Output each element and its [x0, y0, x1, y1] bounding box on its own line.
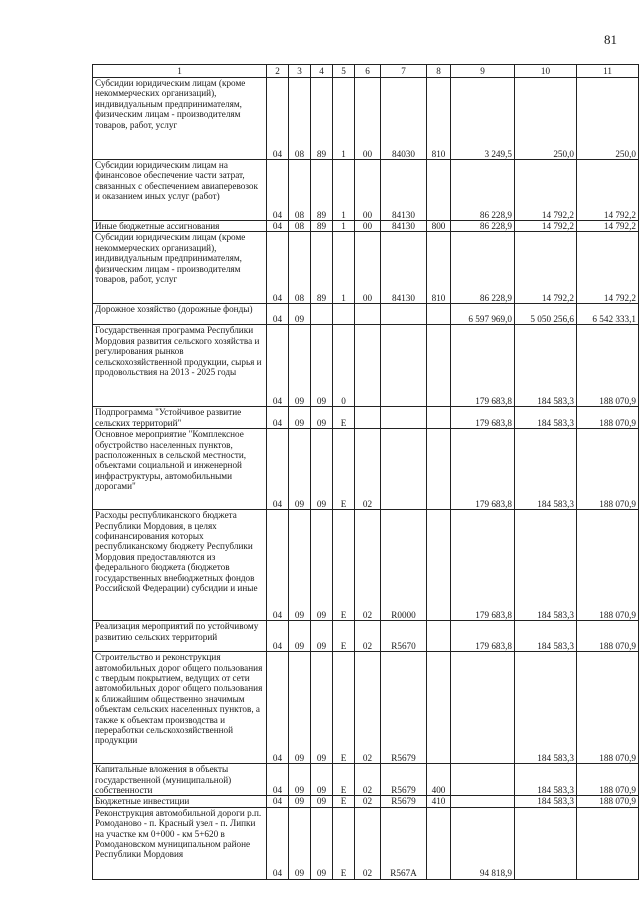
column-header-5: 5 — [333, 65, 355, 78]
cell-c9 — [451, 796, 515, 807]
row-name-cell: Расходы республиканского бюджета Республики Мордовия, в целях софинансирования которых республиканскому бюджету Республики Мордовия предоставляются из федерального бюджета (бюджетов государственных внебюджетных фондов Российской Федерации) субсидии и иные — [93, 510, 267, 621]
cell-c9: 179 683,8 — [451, 325, 515, 407]
cell-c9: 179 683,8 — [451, 510, 515, 621]
row-name-cell: Реконструкция автомобильной дороги р.п. Ромоданово - п. Красный узел - п. Липки на участке км 0+000 - км 5+620 в Ромодановском муниципальном районе Республики Мордовия — [93, 807, 267, 879]
cell-c7: 84130 — [381, 160, 427, 221]
cell-c6: 00 — [355, 221, 381, 232]
cell-c3: 08 — [289, 78, 311, 160]
cell-c11: 250,0 — [577, 78, 639, 160]
cell-c3: 09 — [289, 621, 311, 652]
cell-c11: 14 792,2 — [577, 160, 639, 221]
cell-c2: 04 — [267, 221, 289, 232]
cell-c11: 188 070,9 — [577, 652, 639, 764]
cell-c5: 1 — [333, 78, 355, 160]
cell-c2: 04 — [267, 652, 289, 764]
row-name-cell: Бюджетные инвестиции — [93, 796, 267, 807]
cell-c7: 84130 — [381, 221, 427, 232]
row-name-cell: Капитальные вложения в объекты государственной (муниципальной) собственности — [93, 764, 267, 796]
cell-c7: R5679 — [381, 652, 427, 764]
table-row — [93, 232, 639, 304]
table-row — [93, 652, 639, 764]
cell-c8 — [427, 807, 451, 879]
cell-c11: 188 070,9 — [577, 621, 639, 652]
cell-c8 — [427, 160, 451, 221]
cell-c10: 184 583,3 — [515, 325, 577, 407]
column-header-3: 3 — [289, 65, 311, 78]
cell-c4: 89 — [311, 221, 333, 232]
table-row — [93, 796, 639, 807]
cell-c2: 04 — [267, 796, 289, 807]
cell-c10: 184 583,3 — [515, 407, 577, 429]
cell-c3: 09 — [289, 807, 311, 879]
cell-c5: Е — [333, 796, 355, 807]
table-row — [93, 621, 639, 652]
table-row — [93, 221, 639, 232]
cell-c5: 1 — [333, 221, 355, 232]
cell-c3: 08 — [289, 160, 311, 221]
table-row — [93, 510, 639, 621]
cell-c9 — [451, 764, 515, 796]
row-name-cell: Субсидии юридическим лицам на финансовое обеспечение части затрат, связанных с обеспечением авиаперевозок и оказанием иных услуг (работ) — [93, 160, 267, 221]
cell-c3: 09 — [289, 764, 311, 796]
cell-c10: 184 583,3 — [515, 510, 577, 621]
row-name-cell: Иные бюджетные ассигнования — [93, 221, 267, 232]
column-header-11: 11 — [577, 65, 639, 78]
cell-c2: 04 — [267, 510, 289, 621]
cell-c6 — [355, 304, 381, 325]
cell-c8: 400 — [427, 764, 451, 796]
cell-c9: 86 228,9 — [451, 221, 515, 232]
cell-c8 — [427, 325, 451, 407]
cell-c5: Е — [333, 429, 355, 510]
cell-c11: 188 070,9 — [577, 407, 639, 429]
cell-c9: 6 597 969,0 — [451, 304, 515, 325]
cell-c10: 14 792,2 — [515, 232, 577, 304]
cell-c6: 02 — [355, 807, 381, 879]
cell-c8 — [427, 304, 451, 325]
cell-c4: 89 — [311, 78, 333, 160]
cell-c6 — [355, 407, 381, 429]
cell-c11: 188 070,9 — [577, 510, 639, 621]
cell-c3: 09 — [289, 652, 311, 764]
row-name-cell: Государственная программа Республики Мордовия развития сельского хозяйства и регулирования рынков сельскохозяйственной продукции, сырья и продовольствия на 2013 - 2025 годы — [93, 325, 267, 407]
cell-c11: 14 792,2 — [577, 221, 639, 232]
cell-c10: 184 583,3 — [515, 796, 577, 807]
row-name-cell: Субсидии юридическим лицам (кроме некоммерческих организаций), индивидуальным предпринимателям, физическим лицам - производителям товаров, работ, услуг — [93, 78, 267, 160]
table-body — [93, 78, 639, 880]
cell-c7 — [381, 429, 427, 510]
cell-c6: 00 — [355, 78, 381, 160]
cell-c7 — [381, 325, 427, 407]
cell-c4: 09 — [311, 796, 333, 807]
row-name-cell: Дорожное хозяйство (дорожные фонды) — [93, 304, 267, 325]
cell-c9: 86 228,9 — [451, 232, 515, 304]
cell-c3: 09 — [289, 325, 311, 407]
cell-c6: 02 — [355, 429, 381, 510]
cell-c7: 84130 — [381, 232, 427, 304]
row-name-cell: Субсидии юридическим лицам (кроме некоммерческих организаций), индивидуальным предпринимателям, физическим лицам - производителям товаров, работ, услуг — [93, 232, 267, 304]
cell-c8 — [427, 429, 451, 510]
table-row — [93, 807, 639, 879]
cell-c6 — [355, 325, 381, 407]
cell-c3: 09 — [289, 796, 311, 807]
cell-c9 — [451, 652, 515, 764]
cell-c5: Е — [333, 621, 355, 652]
cell-c8: 800 — [427, 221, 451, 232]
cell-c10: 184 583,3 — [515, 621, 577, 652]
column-header-2: 2 — [267, 65, 289, 78]
cell-c9: 86 228,9 — [451, 160, 515, 221]
cell-c8 — [427, 510, 451, 621]
cell-c7: R567A — [381, 807, 427, 879]
column-header-10: 10 — [515, 65, 577, 78]
cell-c5: Е — [333, 510, 355, 621]
cell-c2: 04 — [267, 621, 289, 652]
cell-c6: 02 — [355, 621, 381, 652]
cell-c2: 04 — [267, 325, 289, 407]
cell-c2: 04 — [267, 764, 289, 796]
cell-c3: 09 — [289, 429, 311, 510]
cell-c8: 410 — [427, 796, 451, 807]
cell-c4: 09 — [311, 807, 333, 879]
cell-c8: 810 — [427, 232, 451, 304]
cell-c4: 09 — [311, 407, 333, 429]
cell-c10: 184 583,3 — [515, 652, 577, 764]
cell-c2: 04 — [267, 429, 289, 510]
cell-c3: 09 — [289, 304, 311, 325]
cell-c3: 09 — [289, 407, 311, 429]
cell-c6: 00 — [355, 160, 381, 221]
cell-c5: 1 — [333, 232, 355, 304]
cell-c4: 09 — [311, 764, 333, 796]
cell-c11: 188 070,9 — [577, 325, 639, 407]
cell-c11: 188 070,9 — [577, 764, 639, 796]
row-name-cell: Реализация мероприятий по устойчивому развитию сельских территорий — [93, 621, 267, 652]
cell-c4: 89 — [311, 232, 333, 304]
column-header-4: 4 — [311, 65, 333, 78]
cell-c2: 04 — [267, 160, 289, 221]
cell-c10: 250,0 — [515, 78, 577, 160]
cell-c4: 89 — [311, 160, 333, 221]
cell-c6: 02 — [355, 764, 381, 796]
budget-table — [92, 64, 639, 880]
cell-c11 — [577, 807, 639, 879]
cell-c10: 14 792,2 — [515, 221, 577, 232]
cell-c5: Е — [333, 807, 355, 879]
cell-c3: 08 — [289, 221, 311, 232]
column-header-6: 6 — [355, 65, 381, 78]
cell-c2: 04 — [267, 807, 289, 879]
cell-c4: 09 — [311, 621, 333, 652]
cell-c10: 5 050 256,6 — [515, 304, 577, 325]
header-row — [93, 65, 639, 78]
table-row — [93, 78, 639, 160]
column-header-7: 7 — [381, 65, 427, 78]
cell-c6: 02 — [355, 796, 381, 807]
cell-c10: 14 792,2 — [515, 160, 577, 221]
row-name-cell: Строительство и реконструкция автомобильных дорог общего пользования с твердым покрытием, ведущих от сети автомобильных дорог общего пользования к ближайшим общественно значимым объектам сельских населенных пунктов, а также к объектам производства и переработки сельскохозяйственной продукции — [93, 652, 267, 764]
cell-c8 — [427, 652, 451, 764]
table-row — [93, 764, 639, 796]
cell-c7 — [381, 304, 427, 325]
cell-c2: 04 — [267, 407, 289, 429]
table-row — [93, 304, 639, 325]
table-row — [93, 160, 639, 221]
cell-c9: 3 249,5 — [451, 78, 515, 160]
cell-c4 — [311, 304, 333, 325]
table-row — [93, 325, 639, 407]
cell-c5 — [333, 304, 355, 325]
cell-c4: 09 — [311, 652, 333, 764]
column-header-1: 1 — [93, 65, 267, 78]
row-name-cell: Подпрограмма "Устойчивое развитие сельских территорий" — [93, 407, 267, 429]
cell-c4: 09 — [311, 429, 333, 510]
cell-c2: 04 — [267, 304, 289, 325]
row-name-cell: Основное мероприятие "Комплексное обустройство населенных пунктов, расположенных в сельской местности, объектами социальной и инженерной инфраструктуры, автомобильными дорогами" — [93, 429, 267, 510]
cell-c7: 84030 — [381, 78, 427, 160]
column-header-8: 8 — [427, 65, 451, 78]
cell-c6: 02 — [355, 652, 381, 764]
cell-c2: 04 — [267, 232, 289, 304]
cell-c4: 09 — [311, 325, 333, 407]
cell-c11: 6 542 333,1 — [577, 304, 639, 325]
page-number: 81 — [604, 32, 617, 47]
cell-c5: 1 — [333, 160, 355, 221]
cell-c5: Е — [333, 764, 355, 796]
cell-c7 — [381, 407, 427, 429]
cell-c9: 179 683,8 — [451, 407, 515, 429]
cell-c7: R5670 — [381, 621, 427, 652]
cell-c9: 179 683,8 — [451, 621, 515, 652]
cell-c9: 179 683,8 — [451, 429, 515, 510]
cell-c9: 94 818,9 — [451, 807, 515, 879]
cell-c7: R5679 — [381, 764, 427, 796]
cell-c6: 02 — [355, 510, 381, 621]
cell-c8 — [427, 407, 451, 429]
cell-c10 — [515, 807, 577, 879]
cell-c2: 04 — [267, 78, 289, 160]
cell-c11: 14 792,2 — [577, 232, 639, 304]
column-header-9: 9 — [451, 65, 515, 78]
cell-c5: Е — [333, 652, 355, 764]
cell-c10: 184 583,3 — [515, 429, 577, 510]
cell-c5: 0 — [333, 325, 355, 407]
table-row — [93, 429, 639, 510]
cell-c3: 09 — [289, 510, 311, 621]
cell-c3: 08 — [289, 232, 311, 304]
cell-c8: 810 — [427, 78, 451, 160]
cell-c6: 00 — [355, 232, 381, 304]
cell-c5: Е — [333, 407, 355, 429]
cell-c7: R5679 — [381, 796, 427, 807]
cell-c8 — [427, 621, 451, 652]
cell-c11: 188 070,9 — [577, 429, 639, 510]
cell-c11: 188 070,9 — [577, 796, 639, 807]
cell-c10: 184 583,3 — [515, 764, 577, 796]
cell-c7: R0000 — [381, 510, 427, 621]
table-row — [93, 407, 639, 429]
cell-c4: 09 — [311, 510, 333, 621]
